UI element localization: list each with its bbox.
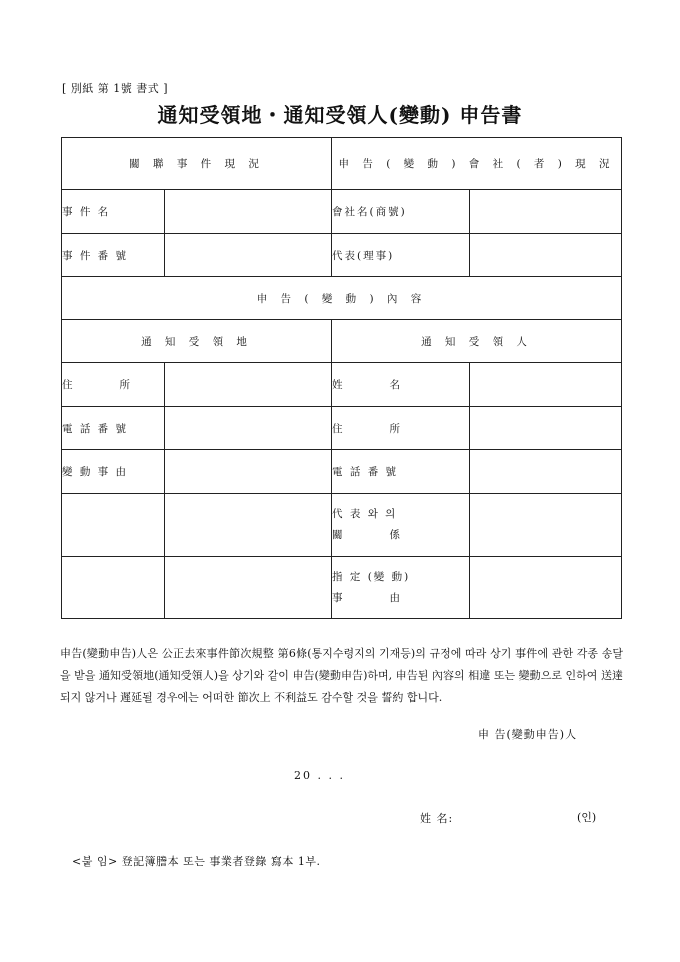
name-label-second: 名 bbox=[389, 379, 403, 391]
seal-mark: (인) bbox=[577, 811, 597, 824]
relation-label-line2a: 關 bbox=[332, 529, 345, 541]
change-reason-label: 變 動 事 由 bbox=[62, 450, 165, 494]
address-label-left bbox=[62, 363, 165, 407]
place-phone-field[interactable] bbox=[165, 407, 332, 450]
receiver-address-label-first: 住 bbox=[332, 422, 345, 435]
empty-left-cell-2[interactable] bbox=[165, 494, 332, 557]
designation-label-line2a: 事 bbox=[332, 591, 345, 604]
report-form-table bbox=[61, 137, 622, 619]
empty-left-cell-3[interactable] bbox=[62, 557, 165, 619]
signature-name-label: 姓 名: bbox=[420, 812, 454, 825]
receiver-name-label bbox=[332, 363, 470, 407]
place-address-field[interactable] bbox=[165, 363, 332, 407]
receiver-address-label-second: 所 bbox=[389, 422, 403, 435]
designation-label-line2b: 由 bbox=[389, 591, 403, 604]
page-title: 通知受領地・通知受領人(變動) 申告書 bbox=[157, 103, 523, 127]
declaration-contents-header: 申 告 ( 變 動 ) 內 容 bbox=[62, 277, 622, 320]
case-number-field[interactable] bbox=[165, 234, 332, 277]
representative-field[interactable] bbox=[470, 234, 622, 277]
case-number-label: 事 件 番 號 bbox=[62, 234, 165, 277]
receiver-phone-field[interactable] bbox=[470, 450, 622, 494]
relation-field[interactable] bbox=[470, 494, 622, 557]
case-name-label: 事 件 名 bbox=[62, 190, 165, 234]
relation-label-line2b: 係 bbox=[389, 529, 403, 541]
notice-place-header: 通 知 受 領 地 bbox=[62, 320, 332, 363]
phone-label-left: 電 話 番 號 bbox=[62, 407, 165, 450]
receiver-address-label bbox=[332, 407, 470, 450]
receiver-phone-label: 電 話 番 號 bbox=[332, 450, 470, 494]
applicant-label: 申 告(變動申告)人 bbox=[478, 728, 578, 741]
designation-field[interactable] bbox=[470, 557, 622, 619]
relation-label-line1: 代 表 와 의 bbox=[332, 508, 398, 520]
related-case-header: 關 聯 事 件 現 況 bbox=[62, 138, 332, 190]
applicant-company-header: 申 告 ( 變 動 ) 會 社 ( 者 ) 現 況 bbox=[332, 138, 622, 190]
representative-label: 代表(理事) bbox=[332, 234, 470, 277]
receiver-name-field[interactable] bbox=[470, 363, 622, 407]
relation-label bbox=[332, 494, 470, 557]
company-name-label: 會社名(商號) bbox=[332, 190, 470, 234]
pledge-body-text: 申告(變動申告)人은 公正去來事件節次規整 第6條(통지수령지의 기재등)의 규정에 따라 상기 事件에 관한 각종 송달을 받을 通知受領地(通知受領人)을 상기와 같이 申告(變動申告)하며, 申告된 內容의 相違 또는 變動으로 인하여 送達되지 않거나 遲延될 경우에는 어떠한 節次上 不利益도 감수할 것을 誓約 합니다. bbox=[60, 647, 623, 704]
designation-label-line1: 指 定 (變 動) bbox=[332, 570, 411, 583]
empty-left-cell-1[interactable] bbox=[62, 494, 165, 557]
company-name-field[interactable] bbox=[470, 190, 622, 234]
change-reason-field[interactable] bbox=[165, 450, 332, 494]
name-label-first: 姓 bbox=[332, 379, 345, 391]
receiver-address-field[interactable] bbox=[470, 407, 622, 450]
notice-receiver-header: 通 知 受 領 人 bbox=[332, 320, 622, 363]
designation-label bbox=[332, 557, 470, 619]
attachment-note: <붙 임> 登記簿謄本 또는 事業者登錄 寫本 1부. bbox=[72, 855, 321, 868]
address-label-first: 住 bbox=[62, 379, 75, 391]
empty-left-cell-4[interactable] bbox=[165, 557, 332, 619]
date-line: 20 . . . bbox=[294, 769, 345, 782]
case-name-field[interactable] bbox=[165, 190, 332, 234]
form-code: [ 別紙 第 1號 書式 ] bbox=[62, 82, 169, 95]
address-label-second: 所 bbox=[119, 379, 132, 391]
